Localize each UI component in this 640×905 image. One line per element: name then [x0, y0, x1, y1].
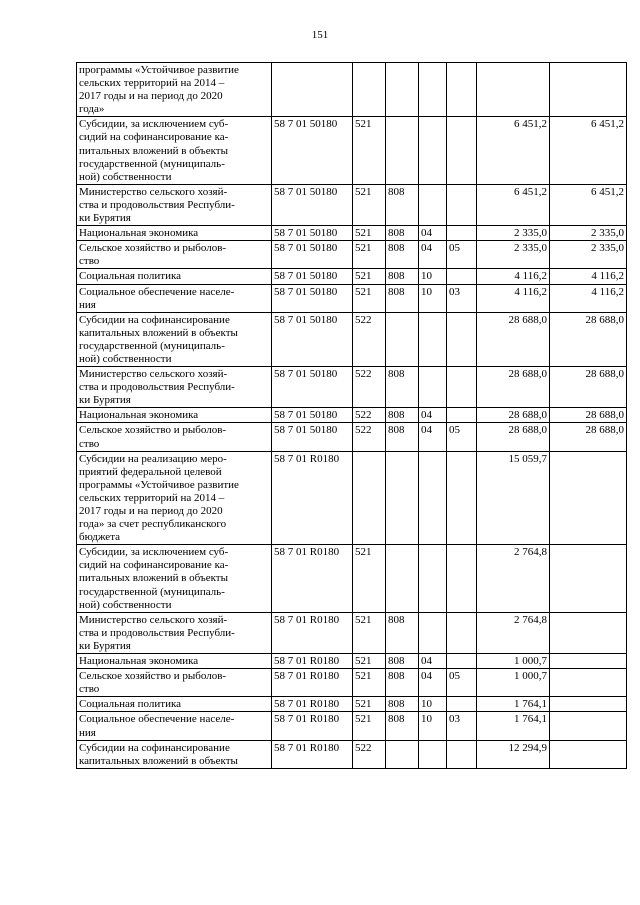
row-name-cell: Социальное обеспечение населе- ния — [77, 284, 272, 312]
row-admin-code-cell: 808 — [386, 654, 419, 669]
row-code-cell: 58 7 01 50180 — [272, 423, 353, 451]
row-expense-type-cell: 521 — [353, 654, 386, 669]
row-expense-type-cell: 521 — [353, 284, 386, 312]
row-admin-code-cell: 808 — [386, 669, 419, 697]
row-admin-code-cell: 808 — [386, 612, 419, 653]
row-sum-2018-cell — [550, 669, 627, 697]
row-sum-2018-cell: 6 451,2 — [550, 117, 627, 184]
table-row — [77, 367, 627, 408]
row-name-cell: Субсидии, за исключением суб- сидий на софинансирование ка- питальных вложений в объекты государственной (муниципаль- ной) собственности — [77, 545, 272, 612]
row-sum-2018-cell: 28 688,0 — [550, 423, 627, 451]
row-expense-type-cell: 522 — [353, 408, 386, 423]
table-row — [77, 697, 627, 712]
row-sum-2017-cell: 28 688,0 — [477, 408, 550, 423]
row-section-cell: 04 — [419, 423, 447, 451]
table-row — [77, 269, 627, 284]
row-name-cell: Социальная политика — [77, 269, 272, 284]
row-sum-2017-cell — [477, 63, 550, 117]
row-sum-2018-cell — [550, 612, 627, 653]
row-sum-2018-cell: 4 116,2 — [550, 284, 627, 312]
row-subsection-cell — [447, 226, 477, 241]
row-code-cell — [272, 63, 353, 117]
table-row — [77, 184, 627, 225]
row-sum-2017-cell: 1 764,1 — [477, 697, 550, 712]
row-sum-2017-cell: 2 764,8 — [477, 545, 550, 612]
row-subsection-cell — [447, 117, 477, 184]
table-row — [77, 423, 627, 451]
row-admin-code-cell: 808 — [386, 697, 419, 712]
row-sum-2017-cell: 12 294,9 — [477, 740, 550, 768]
row-subsection-cell — [447, 654, 477, 669]
row-subsection-cell — [447, 184, 477, 225]
table-row — [77, 669, 627, 697]
row-name-cell: Министерство сельского хозяй- ства и продовольствия Республи- ки Бурятия — [77, 612, 272, 653]
row-code-cell: 58 7 01 50180 — [272, 408, 353, 423]
table-row — [77, 63, 627, 117]
row-name-cell: Субсидии на реализацию меро- приятий федеральной целевой программы «Устойчивое развитие сельских территорий на 2014 – 2017 годы и на период до 2020 года» за счет республиканского бюджета — [77, 451, 272, 545]
row-section-cell — [419, 740, 447, 768]
row-code-cell: 58 7 01 50180 — [272, 184, 353, 225]
row-sum-2018-cell — [550, 654, 627, 669]
row-code-cell: 58 7 01 50180 — [272, 367, 353, 408]
row-name-cell: Субсидии на софинансирование капитальных вложений в объекты — [77, 740, 272, 768]
row-name-cell: Социальное обеспечение населе- ния — [77, 712, 272, 740]
row-expense-type-cell — [353, 451, 386, 545]
row-sum-2018-cell: 28 688,0 — [550, 408, 627, 423]
row-name-cell: Сельское хозяйство и рыболов- ство — [77, 669, 272, 697]
row-code-cell: 58 7 01 50180 — [272, 117, 353, 184]
row-name-cell: Министерство сельского хозяй- ства и продовольствия Республи- ки Бурятия — [77, 184, 272, 225]
row-sum-2017-cell: 4 116,2 — [477, 284, 550, 312]
row-admin-code-cell: 808 — [386, 423, 419, 451]
budget-table-body — [77, 63, 627, 769]
row-code-cell: 58 7 01 R0180 — [272, 712, 353, 740]
row-sum-2017-cell: 6 451,2 — [477, 117, 550, 184]
row-expense-type-cell: 521 — [353, 545, 386, 612]
row-name-cell: Министерство сельского хозяй- ства и продовольствия Республи- ки Бурятия — [77, 367, 272, 408]
row-expense-type-cell: 521 — [353, 117, 386, 184]
table-row — [77, 545, 627, 612]
table-row — [77, 654, 627, 669]
row-expense-type-cell: 521 — [353, 269, 386, 284]
row-code-cell: 58 7 01 50180 — [272, 241, 353, 269]
row-sum-2017-cell: 28 688,0 — [477, 423, 550, 451]
row-sum-2018-cell — [550, 712, 627, 740]
row-expense-type-cell: 521 — [353, 184, 386, 225]
table-row — [77, 284, 627, 312]
row-section-cell — [419, 63, 447, 117]
row-sum-2018-cell — [550, 63, 627, 117]
row-sum-2017-cell: 1 764,1 — [477, 712, 550, 740]
row-section-cell: 10 — [419, 284, 447, 312]
row-subsection-cell — [447, 367, 477, 408]
row-admin-code-cell: 808 — [386, 367, 419, 408]
row-code-cell: 58 7 01 R0180 — [272, 740, 353, 768]
row-admin-code-cell: 808 — [386, 712, 419, 740]
row-subsection-cell: 03 — [447, 284, 477, 312]
row-subsection-cell — [447, 612, 477, 653]
row-expense-type-cell: 522 — [353, 740, 386, 768]
table-row — [77, 117, 627, 184]
row-admin-code-cell — [386, 451, 419, 545]
row-sum-2017-cell: 15 059,7 — [477, 451, 550, 545]
row-sum-2017-cell: 28 688,0 — [477, 367, 550, 408]
row-name-cell: Сельское хозяйство и рыболов- ство — [77, 241, 272, 269]
row-admin-code-cell: 808 — [386, 184, 419, 225]
row-admin-code-cell: 808 — [386, 284, 419, 312]
row-expense-type-cell: 522 — [353, 367, 386, 408]
row-sum-2017-cell: 4 116,2 — [477, 269, 550, 284]
row-admin-code-cell — [386, 545, 419, 612]
row-sum-2018-cell: 28 688,0 — [550, 367, 627, 408]
row-section-cell — [419, 184, 447, 225]
row-code-cell: 58 7 01 50180 — [272, 226, 353, 241]
table-row — [77, 712, 627, 740]
row-section-cell: 04 — [419, 408, 447, 423]
row-admin-code-cell — [386, 63, 419, 117]
row-admin-code-cell: 808 — [386, 408, 419, 423]
row-subsection-cell — [447, 312, 477, 366]
row-code-cell: 58 7 01 50180 — [272, 312, 353, 366]
table-row — [77, 451, 627, 545]
row-sum-2018-cell: 2 335,0 — [550, 241, 627, 269]
row-subsection-cell — [447, 269, 477, 284]
row-subsection-cell — [447, 63, 477, 117]
row-name-cell: Национальная экономика — [77, 654, 272, 669]
row-expense-type-cell: 521 — [353, 712, 386, 740]
row-subsection-cell — [447, 697, 477, 712]
row-expense-type-cell: 522 — [353, 423, 386, 451]
row-sum-2017-cell: 1 000,7 — [477, 669, 550, 697]
row-sum-2017-cell: 2 335,0 — [477, 241, 550, 269]
row-name-cell: Национальная экономика — [77, 226, 272, 241]
row-section-cell — [419, 312, 447, 366]
row-expense-type-cell: 521 — [353, 226, 386, 241]
row-admin-code-cell — [386, 117, 419, 184]
row-sum-2018-cell: 2 335,0 — [550, 226, 627, 241]
row-code-cell: 58 7 01 R0180 — [272, 451, 353, 545]
row-sum-2018-cell: 28 688,0 — [550, 312, 627, 366]
row-section-cell — [419, 117, 447, 184]
row-expense-type-cell: 521 — [353, 241, 386, 269]
row-section-cell — [419, 367, 447, 408]
row-subsection-cell: 05 — [447, 669, 477, 697]
row-code-cell: 58 7 01 R0180 — [272, 545, 353, 612]
row-section-cell: 10 — [419, 712, 447, 740]
row-section-cell — [419, 545, 447, 612]
row-code-cell: 58 7 01 50180 — [272, 269, 353, 284]
row-expense-type-cell: 522 — [353, 312, 386, 366]
row-name-cell: Субсидии на софинансирование капитальных вложений в объекты государственной (муниципаль- ной) собственности — [77, 312, 272, 366]
row-sum-2017-cell: 28 688,0 — [477, 312, 550, 366]
table-row — [77, 241, 627, 269]
row-code-cell: 58 7 01 R0180 — [272, 654, 353, 669]
row-name-cell: Сельское хозяйство и рыболов- ство — [77, 423, 272, 451]
row-admin-code-cell — [386, 312, 419, 366]
row-subsection-cell: 05 — [447, 241, 477, 269]
row-subsection-cell — [447, 451, 477, 545]
row-subsection-cell: 05 — [447, 423, 477, 451]
row-subsection-cell — [447, 545, 477, 612]
row-subsection-cell: 03 — [447, 712, 477, 740]
row-sum-2017-cell: 2 764,8 — [477, 612, 550, 653]
row-subsection-cell — [447, 408, 477, 423]
row-admin-code-cell: 808 — [386, 269, 419, 284]
row-expense-type-cell: 521 — [353, 697, 386, 712]
row-expense-type-cell: 521 — [353, 669, 386, 697]
row-name-cell: Национальная экономика — [77, 408, 272, 423]
row-sum-2018-cell: 4 116,2 — [550, 269, 627, 284]
page-number: 151 — [311, 29, 329, 41]
table-row — [77, 408, 627, 423]
table-row — [77, 740, 627, 768]
row-section-cell — [419, 612, 447, 653]
row-code-cell: 58 7 01 R0180 — [272, 697, 353, 712]
table-row — [77, 612, 627, 653]
row-expense-type-cell: 521 — [353, 612, 386, 653]
row-admin-code-cell: 808 — [386, 241, 419, 269]
row-name-cell: Социальная политика — [77, 697, 272, 712]
row-subsection-cell — [447, 740, 477, 768]
row-section-cell: 10 — [419, 269, 447, 284]
row-section-cell: 10 — [419, 697, 447, 712]
row-code-cell: 58 7 01 R0180 — [272, 612, 353, 653]
row-section-cell: 04 — [419, 241, 447, 269]
row-section-cell — [419, 451, 447, 545]
row-sum-2018-cell — [550, 697, 627, 712]
row-expense-type-cell — [353, 63, 386, 117]
row-section-cell: 04 — [419, 226, 447, 241]
budget-table — [76, 62, 627, 769]
row-sum-2018-cell — [550, 451, 627, 545]
row-name-cell: Субсидии, за исключением суб- сидий на софинансирование ка- питальных вложений в объекты государственной (муниципаль- ной) собственности — [77, 117, 272, 184]
row-sum-2018-cell: 6 451,2 — [550, 184, 627, 225]
row-sum-2017-cell: 1 000,7 — [477, 654, 550, 669]
row-code-cell: 58 7 01 R0180 — [272, 669, 353, 697]
row-section-cell: 04 — [419, 669, 447, 697]
row-sum-2017-cell: 2 335,0 — [477, 226, 550, 241]
row-sum-2018-cell — [550, 545, 627, 612]
row-section-cell: 04 — [419, 654, 447, 669]
table-row — [77, 226, 627, 241]
row-admin-code-cell — [386, 740, 419, 768]
row-admin-code-cell: 808 — [386, 226, 419, 241]
row-sum-2018-cell — [550, 740, 627, 768]
row-sum-2017-cell: 6 451,2 — [477, 184, 550, 225]
table-row — [77, 312, 627, 366]
row-name-cell: программы «Устойчивое развитие сельских территорий на 2014 – 2017 годы и на период до 2020 года» — [77, 63, 272, 117]
row-code-cell: 58 7 01 50180 — [272, 284, 353, 312]
